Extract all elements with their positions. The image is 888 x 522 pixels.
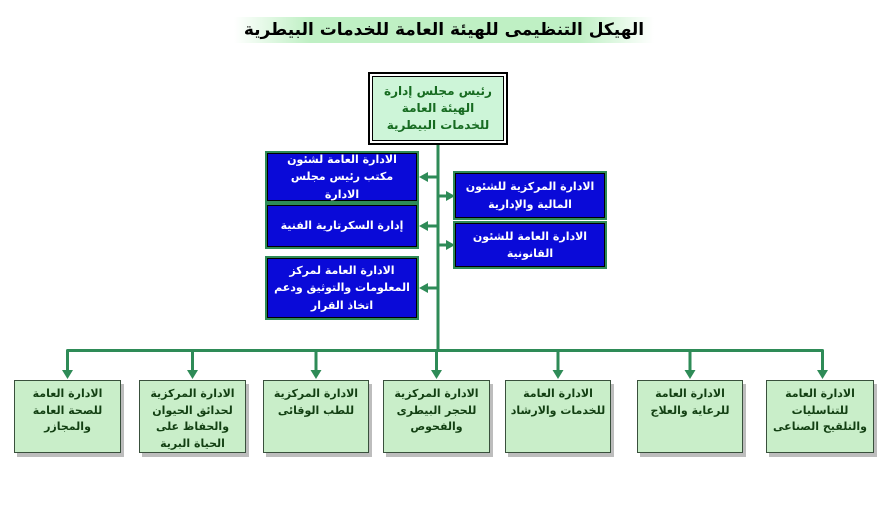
dept-node-reproduction-artificial-insemination: الادارة العامة للتناسليات والتلقيح الصناعى bbox=[766, 380, 874, 453]
dept-node-veterinary-quarantine: الادارة المركزية للحجر البيطرى والفحوص bbox=[383, 380, 490, 453]
dept-node-services-guidance: الادارة العامة للخدمات والارشاد bbox=[505, 380, 611, 453]
branch-node-financial-admin-affairs: الادارة المركزية للشئون المالية والإدارية bbox=[455, 173, 605, 218]
branch-node-information-center: الادارة العامة لمركز المعلومات والتوثيق ودعم اتخاذ القرار bbox=[267, 258, 417, 318]
branch-node-chairman-office: الادارة العامة لشئون مكتب رئيس مجلس الادارة bbox=[267, 153, 417, 201]
branch-node-technical-secretariat: إدارة السكرتارية الفنية bbox=[267, 205, 417, 247]
dept-node-preventive-medicine: الادارة المركزية للطب الوقائى bbox=[263, 380, 369, 453]
page-title bbox=[0, 20, 888, 40]
dept-node-public-health-slaughterhouses: الادارة العامة للصحة العامة والمجازر bbox=[14, 380, 121, 453]
page-title-text: الهيكل التنظيمى للهيئة العامة للخدمات البيطرية bbox=[234, 17, 654, 43]
root-node-chairman bbox=[368, 72, 508, 145]
root-node-label: رئيس مجلس إدارة الهيئة العامة للخدمات البيطرية bbox=[372, 76, 504, 141]
dept-node-zoos-wildlife: الادارة المركزية لحدائق الحيوان والحفاظ على الحياة البرية bbox=[139, 380, 246, 453]
dept-node-care-treatment: الادارة العامة للرعاية والعلاج bbox=[637, 380, 743, 453]
branch-node-legal-affairs: الادارة العامة للشئون القانونية bbox=[455, 223, 605, 267]
